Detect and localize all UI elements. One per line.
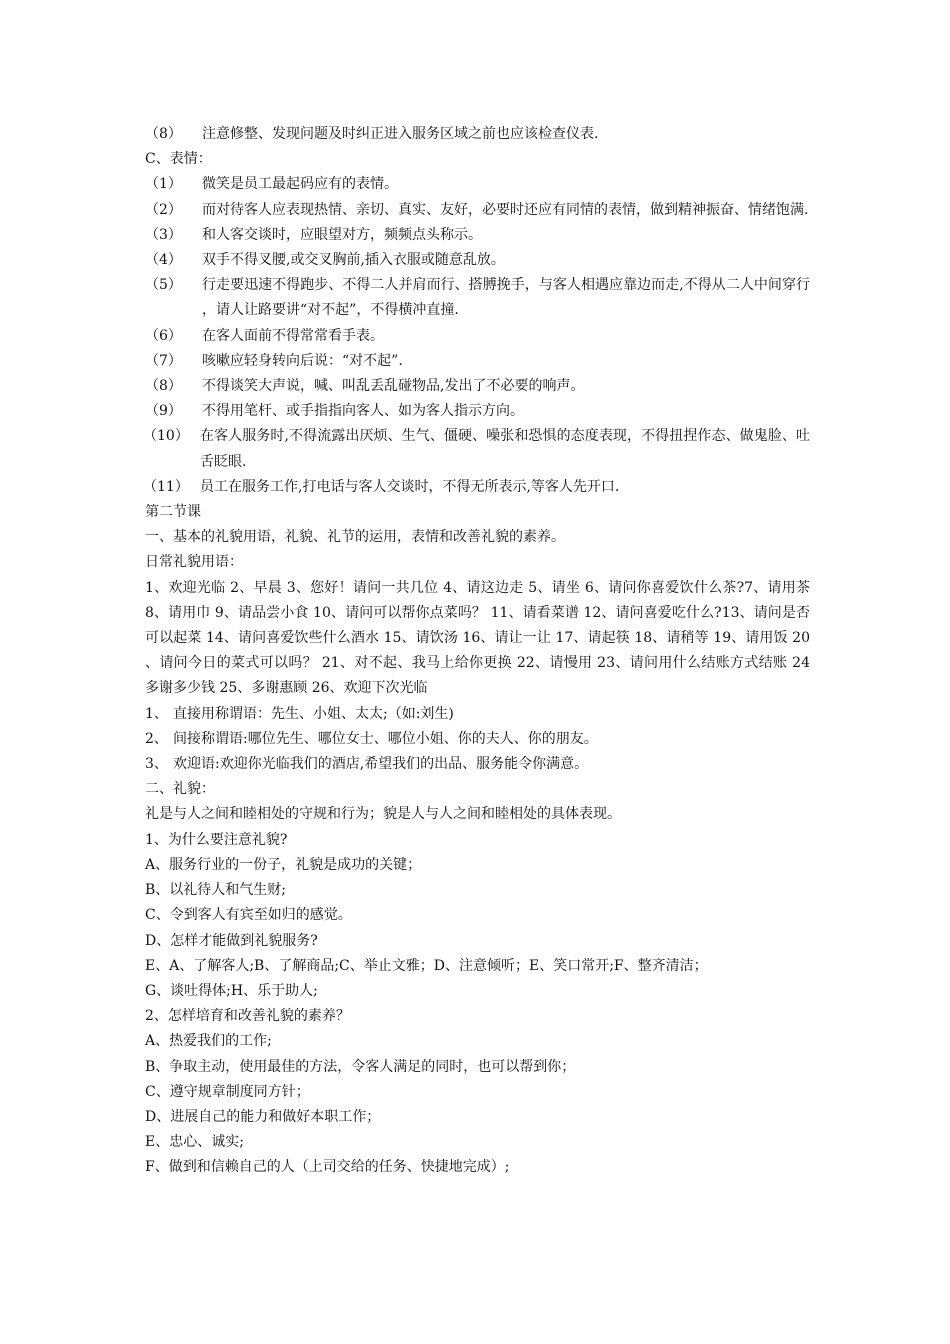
list-item xyxy=(145,424,810,474)
text-line: C、遵守规章制度同方针； xyxy=(145,1083,310,1100)
list-item xyxy=(145,475,810,500)
courtesy-definition: 礼是与人之间和睦相处的守规和行为；貌是人与人之间和睦相处的具体表现。 xyxy=(145,806,621,823)
text-line: G、谈吐得体;H、乐于助人; xyxy=(145,982,318,999)
list-item xyxy=(145,248,810,273)
text-line: A、服务行业的一份子，礼貌是成功的关键； xyxy=(145,856,422,873)
item-text: 不得谈笑大声说，喊、叫乱丢乱碰物品,发出了不必要的响声。 xyxy=(202,378,585,395)
text-line: B、以礼待人和气生财; xyxy=(145,882,287,899)
daily-phrases-heading: 日常礼貌用语： xyxy=(145,554,243,571)
text-line: C、令到客人有宾至如归的感觉。 xyxy=(145,907,352,924)
item-text: 不得用笔杆、或手指指向客人、如为客人指示方向。 xyxy=(202,403,524,420)
item-number: （5） xyxy=(145,277,182,294)
item-text: 双手不得叉腰,或交叉胸前,插入衣服或随意乱放。 xyxy=(202,252,505,269)
list-item xyxy=(145,324,810,349)
item-number: （9） xyxy=(145,403,182,420)
item-number: （7） xyxy=(145,352,182,369)
item-text: 员工在服务工作,打电话与客人交谈时，不得无所表示,等客人先开口. xyxy=(200,478,620,495)
document-page xyxy=(145,122,810,1181)
item-number: （4） xyxy=(145,252,182,269)
list-item xyxy=(145,273,810,323)
list-item xyxy=(145,702,810,727)
list-item xyxy=(145,172,810,197)
section-title: 第二节课 xyxy=(145,504,201,521)
question-heading: 2、怎样培育和改善礼貌的素养？ xyxy=(145,1008,350,1025)
item-number: （3） xyxy=(145,226,182,243)
item-text: 和人客交谈时，应眼望对方，频频点头称示。 xyxy=(202,226,482,243)
item-number: （8） xyxy=(145,126,182,142)
text-line: D、进展自己的能力和做好本职工作； xyxy=(145,1108,381,1125)
list-item xyxy=(145,349,810,374)
item-number: （10） xyxy=(143,428,189,445)
courtesy-heading: 二、礼貌： xyxy=(145,781,215,798)
item-number: （8） xyxy=(145,378,182,395)
item-number: 3、 xyxy=(145,756,168,773)
item-number: 2、 xyxy=(145,730,168,747)
address-list xyxy=(145,702,810,778)
list-item xyxy=(145,122,810,147)
item-number: （1） xyxy=(145,176,182,193)
item-number: （2） xyxy=(145,201,182,218)
text-line: D、怎样才能做到礼貌服务? xyxy=(145,932,318,949)
item-text: 在客人面前不得常常看手表。 xyxy=(202,327,384,344)
list-item xyxy=(145,374,810,399)
item-text: 行走要迅速不得跑步、不得二人并肩而行、搭膊挽手，与客人相遇应靠边而走,不得从二人中间穿行，请人让路要讲“对不起”，不得横冲直撞. xyxy=(202,277,810,319)
item-number: （11） xyxy=(143,478,189,495)
list-item xyxy=(145,198,810,223)
daily-phrases-paragraph: 1、欢迎光临 2、早晨 3、您好！请问一共几位 4、请这边走 5、请坐 6、请问你喜爱饮什么茶?7、请用茶 8、请用巾 9、请品尝小食 10、请问可以帮你点菜吗？ 11、请看菜谱 12、请问喜爱吃什么?13、请问是否可以起菜 14、请问喜爱饮些什么酒水 15、请饮汤 16、请让一让 17、请起筷 18、请稍等 19、请用饭 20、请问今日的菜式可以吗？ 21、对不起、我马上给你更换 22、请慢用 23、请问用什么结账方式结账 24 多谢多少钱 25、多谢惠顾 26、欢迎下次光临 xyxy=(145,579,810,697)
text-line: A、热爱我们的工作; xyxy=(145,1033,272,1050)
item-text: 欢迎语:欢迎你光临我们的酒店,希望我们的出品、服务能令你满意。 xyxy=(173,756,589,773)
list-item xyxy=(145,727,810,752)
text-line: E、忠心、诚实; xyxy=(145,1134,244,1151)
item-text: 间接称谓语:哪位先生、哪位女士、哪位小姐、你的夫人、你的朋友。 xyxy=(173,730,598,747)
item-text: 注意修整、发现问题及时纠正进入服务区域之前也应该检查仪表. xyxy=(202,126,599,142)
item-text: 而对待客人应表现热情、亲切、真实、友好，必要时还应有同情的表情，做到精神振奋、情绪饱满. xyxy=(202,201,809,218)
expression-list xyxy=(145,172,810,500)
text-line: F、做到和信赖自己的人（上司交给的任务、快捷地完成）; xyxy=(145,1159,510,1176)
list-item xyxy=(145,223,810,248)
item-number: 1、 xyxy=(145,705,168,722)
item-text: 微笑是员工最起码应有的表情。 xyxy=(202,176,398,193)
question-heading: 1、为什么要注意礼貌? xyxy=(145,831,288,848)
text-line: B、争取主动，使用最佳的方法，令客人满足的同时，也可以帮到你； xyxy=(145,1058,576,1075)
item-text: 咳嗽应轻身转向后说：“对不起”. xyxy=(202,352,403,369)
item-text: 直接用称谓语：先生、小姐、太太;（如:刘生) xyxy=(173,705,454,722)
item-text: 在客人服务时,不得流露出厌烦、生气、僵硬、噪张和恐惧的态度表现，不得扭捏作态、做鬼脸、吐舌眨眼. xyxy=(200,428,810,470)
heading-expression: C、表情： xyxy=(145,151,212,168)
item-number: （6） xyxy=(145,327,182,344)
text-line: E、A、了解客人;B、了解商品;C、举止文雅；D、注意倾听；E、笑口常开;F、整齐清洁； xyxy=(145,957,708,974)
section-intro: 一、基本的礼貌用语，礼貌、礼节的运用，表情和改善礼貌的素养。 xyxy=(145,529,565,546)
list-item xyxy=(145,399,810,424)
list-item xyxy=(145,752,810,777)
